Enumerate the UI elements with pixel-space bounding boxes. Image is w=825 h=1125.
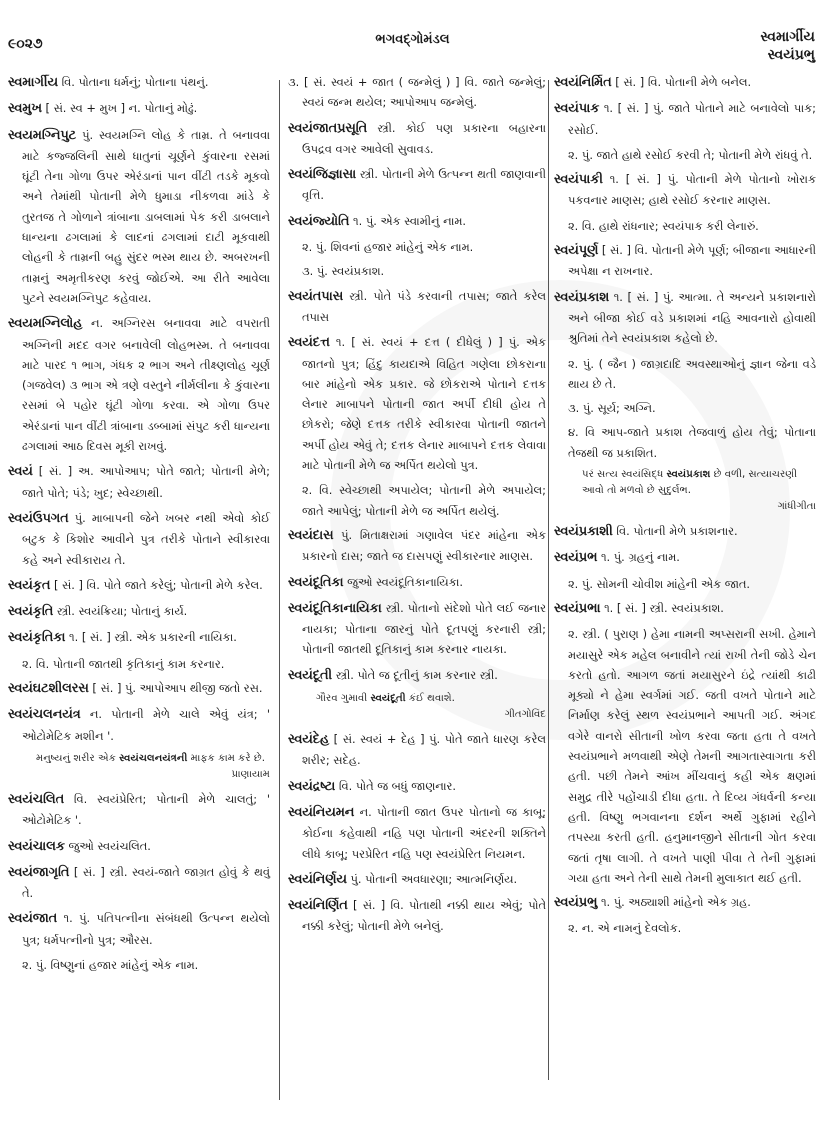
entry-headword: સ્વયમગ્નિપુટ: [8, 127, 77, 143]
sub-definition: ૨. પું. જાતે હાથે રસોઈ કરવી તે; પોતાની મેળે રાંધવું તે.: [568, 147, 813, 162]
dictionary-entry: [8, 313, 270, 456]
entry-headword: સ્વયંજ્યોતિ: [288, 213, 350, 229]
entry-definition: ૧. પું. ગ્રહનું નામ.: [600, 550, 680, 565]
usage-quote: [316, 691, 546, 707]
entry-definition: વિ. પોતાના ધર્મનું; પોતાના પંથનું.: [61, 75, 209, 89]
quote-text: માફક કામ કરે છે.: [187, 752, 265, 764]
quote-headword: સ્વયંપ્રકાશ: [666, 469, 711, 481]
dictionary-entry: [288, 869, 546, 890]
usage-quote: [582, 467, 816, 499]
quote-text: ગૌરવ ગુમાવી: [316, 693, 371, 705]
entry-definition: વિ. પોતે જ બધું જાણનાર.: [338, 778, 457, 793]
guide-word-last: સ્વયંપ્રભુ: [767, 47, 815, 63]
entry-headword: સ્વયંનિર્ણિત: [288, 898, 348, 914]
dictionary-entry: [554, 287, 816, 349]
entry-headword: સ્વયંચાલક: [8, 838, 65, 854]
dictionary-entry: [288, 286, 546, 328]
dictionary-entry: [8, 125, 270, 309]
entry-headword: સ્વમાર્ગીય: [8, 75, 58, 90]
entry-definition: ૩. [ સં. સ્વયં + જાત ( જન્મેલું ) ] વિ. જાતે જન્મેલું; સ્વયં જન્મ થયેલ; આપોઆપ જન્મેલું.: [288, 75, 546, 110]
entry-headword: સ્વયંદ્રષ્ટા: [288, 778, 336, 794]
dictionary-entry: [8, 461, 270, 503]
entry-definition: [ સં. ] વિ. પોતે જાતે કરેલું; પોતાની મેળે કરેલ.: [53, 577, 263, 592]
entry-headword: સ્વયંદાસ: [288, 527, 334, 543]
sub-definition: ૨. પું. વિષ્ણુનાં હજાર માંહેનું એક નામ.: [22, 957, 199, 972]
entry-definition: [ સં. ] વિ. પોતાથી નક્કી થાય એવું; પોતે નક્કી કરેલું; પોતાની મેળે બનેલું.: [302, 898, 547, 934]
entry-headword: સ્વયંપ્રભા: [554, 600, 601, 616]
entry-definition: સ્ત્રી. સ્વયંક્રિયા; પોતાનું કાર્ય.: [56, 604, 188, 619]
entry-definition: [ સં. ] વિ. પોતાની મેળે પૂર્ણ; બીજાના આધારની અપેક્ષા ન રાખનાર.: [568, 243, 817, 279]
entry-headword: સ્વયંજાગૃતિ: [8, 864, 70, 880]
entry-definition: [ સં. ] પું. આપોઆપ થીજી જતો રસ.: [92, 681, 263, 696]
dictionary-entry: [8, 601, 270, 622]
quote-text: પરં સત્ય સ્વયંસિદ્ધ: [582, 469, 667, 481]
book-title: ભગવદ્ગોમંડલ: [375, 32, 450, 47]
entry-definition: [ સં. સ્વયં + દેહ ] પું. પોતે જાતે ધારણ કરેલ શરીર; સદેહ.: [302, 732, 547, 768]
entry-headword: સ્વયંઘટશીલરસ: [8, 681, 89, 697]
entry-definition: ૧. [ સં. ] સ્ત્રી. એક પ્રકારની નાયિકા.: [69, 630, 237, 645]
entry-headword: સ્વયંજાતપ્રસૂતિ: [288, 120, 368, 136]
quote-source: પ્રાણાયામ: [231, 768, 270, 780]
dictionary-entry: [8, 678, 270, 699]
dictionary-entry: [8, 789, 270, 831]
dictionary-entry: [8, 98, 270, 119]
dictionary-entry: [288, 598, 546, 660]
dictionary-entry: [8, 575, 270, 596]
sub-definition: ૨. પું. શિવનાં હજાર માંહેનું એક નામ.: [302, 240, 474, 255]
entry-definition: ૧. [ સં. ] પું. પોતાની મેળે પોતાનો ખોરાક પકવનાર માણસ; હાથે રસોઈ કરનાર માણસ.: [568, 172, 816, 208]
entry-headword: સ્વયંચલિત: [8, 791, 65, 807]
sub-definition: ૩. પું. સૂર્ય; અગ્નિ.: [568, 401, 656, 416]
dictionary-entry: [8, 627, 270, 648]
sub-definition: ૨. ન. એ નામનું દેવલોક.: [568, 921, 682, 936]
entry-headword: સ્વયંદેહ: [288, 732, 330, 748]
dictionary-entry: [8, 908, 270, 950]
entry-definition: પું. માબાપની જેને ખબર નથી એવો કોઈ બટુક કે કિશોર આવીને પુત્ર તરીકે પોતાને સ્વીકારવા કહે અને સ્વીકારાય તે.: [22, 510, 270, 567]
entry-headword: સ્વયંનિર્ણય: [288, 871, 347, 887]
column-left: [8, 72, 270, 979]
entry-definition: ૧. પું. અઠ્યાશી માંહેનો એક ગ્રહ.: [600, 895, 751, 910]
quote-headword: સ્વયંચલનયંત્રની: [119, 752, 188, 764]
entry-definition: [ સં. ] અ. આપોઆપ; પોતે જાતે; પોતાની મેળે; જાતે પોતે; પંડે; ખુદ; સ્વેચ્છાથી.: [22, 464, 271, 500]
dictionary-entry: [288, 776, 546, 797]
entry-headword: સ્વયંદૂતિકાનાયિકા: [288, 600, 382, 616]
entry-headword: સ્વયંપાકી: [554, 172, 603, 188]
entry-definition: [ સં. ] સ્ત્રી. સ્વયં-જાતે જાગ્રત હોવું કે થવું તે.: [22, 864, 270, 901]
entry-definition: પું. મિતાક્ષરામાં ગણાવેલ પંદર માંહેના એક પ્રકારનો દાસ; જાતે જ દાસપણું સ્વીકારનાર માણસ.: [302, 527, 546, 564]
sub-definition: ૩. પું. સ્વયંપ્રકાશ.: [302, 264, 385, 279]
column-middle: [288, 72, 546, 942]
dictionary-entry: [288, 572, 546, 593]
entry-headword: સ્વયંપ્રકાશ: [554, 289, 610, 305]
sub-definition: ૨. સ્ત્રી. ( પુરાણ ) હેમા નામની અપ્સરાની સખી. હેમાને મયાસુરે એક મહેલ બનાવીને ત્યાં રાખી તેની જોડે ચેન કરતો હતો. આગળ જતાં મયાસુરને ઇંદ્રે ત્યાંથી કાઢી મૂક્યો ને હેમા સ્વર્ગમાં ગઈ. જતી વખતે પોતાને માટે નિર્માણ કરેલું સ્થળ સ્વયંપ્રભાને આપતી ગઈ. અંગદ વગેરે વાનરો સીતાની ખોળ કરવા જતા હતા તે વખતે સ્વયંપ્રભાને મળવાથી એણે તેમની આગતાસ્વાગતા કરી હતી. પછી તેમને આંખ મીંચવાનું કહી એક ક્ષણમાં સમુદ્ર તીરે પહોંચાડી દીધા હતા. તે દિવ્ય ગંધર્વની કન્યા હતી. વિષ્ણુ ભગવાનના દર્શન અર્થે ગુફામાં રહીને તપસ્યા કરતી હતી. હનુમાનજીને સીતાની ગોત કરવા જતાં તૃષા લાગી. તે વખતે પાણી પીવા તે તેની ગુફામાં ગયા હતા અને તેની સાથે તેમની મુલાકાત થઈ હતી.: [568, 627, 816, 885]
guide-word-first: સ્વમાર્ગીય: [760, 29, 815, 45]
quote-headword: સ્વયંદૂતી: [370, 693, 406, 705]
entry-definition: [ સં. સ્વ + મુખ ] ન. પોતાનું મોઢું.: [45, 101, 198, 116]
entry-definition: ૧. [ સં. ] સ્ત્રી. સ્વયંપ્રકાશ.: [604, 600, 724, 615]
dictionary-entry: [288, 895, 546, 937]
page-header: [0, 22, 825, 62]
entry-definition: ૧. પું. એક સ્વામીનું નામ.: [353, 213, 467, 228]
dictionary-entry: [288, 164, 546, 206]
entry-headword: સ્વયં: [8, 464, 33, 480]
entry-headword: સ્વયંનિયમન: [288, 804, 355, 820]
dictionary-entry: [8, 508, 270, 570]
dictionary-entry: [8, 72, 270, 93]
dictionary-entry: [554, 521, 816, 542]
dictionary-entry: [288, 802, 546, 864]
dictionary-entry: [288, 332, 546, 475]
dictionary-entry: [554, 892, 816, 913]
dictionary-columns: [0, 72, 825, 1112]
entry-definition: ન. અગ્નિરસ બનાવવા માટે વપરાતી અગ્નિની મદદ વગર બનાવેલી લોહભસ્મ. તે બનાવવા માટે પારદ ૧ ભાગ, ગંધક ૨ ભાગ અને તીક્ષ્ણલોહ ચૂર્ણ (ગજવેલ) ૩ ભાગ એ ત્રણે વસ્તુને નીર્મલીના કે કુંવારના રસમાં બે પહોર ઘૂંટી ગોળા કરવા. એ ગોળા ઉપર એરંડાનાં પાન વીંટી ત્રાંબાના ડબ્બામાં સંપુટ કરી ધાન્યના ઢગલામાં આઠ દિવસ મૂકી રાખવું.: [22, 316, 270, 454]
entry-definition: ન. પોતાની મેળે ચાલે એવું યંત્ર; ' ઓટોમેટિક મશીન '.: [22, 707, 270, 743]
dictionary-entry: [288, 525, 546, 567]
entry-headword: સ્વયંદત્ત: [288, 335, 330, 351]
dictionary-entry: [288, 118, 546, 160]
dictionary-entry: [554, 98, 816, 140]
entry-headword: સ્વયંતપાસ: [288, 288, 344, 304]
dictionary-entry: [288, 211, 546, 232]
entry-definition: ન. પોતાની જાત ઉપર પોતાનો જ કાબૂ; કોઈના કહેવાથી નહિ પણ પોતાની અંદરની શક્તિને લીધે કાબૂ; પરપ્રેરિત નહિ પણ સ્વયંપ્રેરિત નિયમન.: [302, 804, 546, 861]
entry-definition: વિ. પોતાની મેળે પ્રકાશનાર.: [616, 524, 738, 539]
entry-headword: સ્વયંકૃતિ: [8, 604, 54, 620]
quote-text: કંઈ થવાશે.: [405, 693, 455, 705]
column-divider: [548, 80, 549, 1080]
entry-headword: સ્વયંચલનયંત્ર: [8, 707, 81, 723]
dictionary-entry: [8, 836, 270, 857]
entry-definition: સ્ત્રી. પોતે પંડે કરવાની તપાસ; જાતે કરેલ તપાસ: [302, 288, 546, 324]
entry-definition: [ સં. ] વિ. પોતાની મેળે બનેલ.: [615, 75, 752, 89]
entry-definition: પું. સ્વયમગ્નિ લોહ કે તામ્ર. તે બનાવવા માટે કજ્જલિની સાથે ધાતુનાં ચૂર્ણને કુંવારના રસમાં ઘૂંટી તેના ગોળા ઉપર એરંડાનાં પાન વીંટી તડકે મૂકવો અને તેમાંથી પોતાની મેળે ધુમાડા નીકળવા માંડે કે તુરતજ તે ગોળાને ત્રાંબાના ડાબલામાં પેક કરી ડાબલાને ધાન્યના ઢગલામાં કે લાદનાં ઢગલામાં દાટી મૂકવાથી લોહની કે તામ્રની બહુ સુંદર ભસ્મ થાય છે. અબરખની તામ્રનું અમૃતીકરણ કરવું જોઈએ. આ રીતે આવેલા પુટને સ્વયમગ્નિપુટ કહેવાય.: [22, 127, 270, 305]
dictionary-entry: [288, 72, 546, 113]
entry-definition: સ્ત્રી. પોતે જ દૂતીનું કામ કરનાર સ્ત્રી.: [335, 667, 498, 682]
entry-definition: ૧. [ સં. ] પું. જાતે પોતાને માટે બનાવેલો પાક; રસોઈ.: [568, 101, 816, 137]
dictionary-entry: [554, 547, 816, 568]
entry-headword: સ્વયંપૂર્ણ: [554, 243, 599, 259]
sub-definition: ૨. પું. ( જૈન ) જાગ્રદાદિ અવસ્થાઓનું જ્ઞાન જેના વડે થાય છે તે.: [568, 356, 816, 391]
usage-quote: [36, 751, 270, 767]
dictionary-entry: [554, 240, 816, 282]
entry-definition: જુઓ સ્વયંચલિત.: [68, 838, 151, 853]
entry-definition: વિ. સ્વયંપ્રેરિત; પોતાની મેળે ચાલતું; ' ઓટોમેટિક '.: [22, 791, 270, 828]
entry-headword: સ્વયંઉપગત: [8, 510, 69, 526]
entry-headword: સ્વયંદૂતિકા: [288, 574, 344, 590]
page-number: ૯૦૨૭: [8, 36, 43, 52]
dictionary-entry: [288, 665, 546, 686]
entry-headword: સ્વયંજિજ્ઞાસા: [288, 167, 357, 183]
sub-definition: ૨. પું. સોમની ચોવીશ માંહેની એક જાત.: [568, 576, 750, 591]
entry-definition: ૧. [ સં. સ્વયં + દત્ત ( દીધેલું ) ] પું. એક જાતનો પુત્ર; હિંદુ કાયદાએ વિહિત ગણેલા છોકરાના બાર માંહેનો એક પ્રકાર. જે છોકરાએ પોતાને દત્તક લેનાર માબાપને પોતાની જાત અર્પી દીધી હોય તે છોકરો; જેણે દત્તક તરીકે સ્વીકારવા પોતાની જાતને અર્પી હોય એવું તે; દત્તક લેનાર માબાપને દત્તક લેવાવા માટે પોતાની મેળે જ અર્પિત થયેલો પુત્ર.: [302, 335, 546, 473]
entry-headword: સ્વમુખ: [8, 101, 42, 117]
dictionary-entry: [8, 704, 270, 746]
column-divider: [279, 80, 280, 1100]
quote-text: મનુષ્યનું શરીર એક: [36, 752, 120, 764]
entry-headword: સ્વયંનિર્મિત: [554, 75, 612, 90]
entry-headword: સ્વયંપ્રભ: [554, 550, 598, 566]
entry-definition: સ્ત્રી. કોઈ પણ પ્રકારના બહારના ઉપદ્રવ વગર આવેલી સુવાવડ.: [302, 120, 546, 156]
guide-words: [760, 28, 815, 64]
entry-headword: સ્વયંકૃત: [8, 577, 51, 593]
entry-headword: સ્વયંપ્રભુ: [554, 895, 598, 911]
sub-definition: ૪. વિ આપ-જાતે પ્રકાશ તેજવાળું હોય તેવું; પોતાના તેજથી જ પ્રકાશિત.: [568, 425, 816, 460]
dictionary-entry: [554, 72, 816, 93]
entry-headword: સ્વયંદૂતી: [288, 667, 333, 683]
column-right: [554, 72, 816, 943]
sub-definition: ૨. વિ. હાથે રાંધનાર; સ્વયંપાક કરી લેનારું.: [568, 218, 759, 233]
quote-text: છે વળી, સત્યાચરણી આવો તો મળવો છે સુદુર્લભ.: [582, 469, 798, 497]
entry-definition: સ્ત્રી. પોતાની મેળે ઉત્પન્ન થતી જાણવાની વૃત્તિ.: [302, 167, 546, 203]
entry-definition: ૧. [ સં. ] પું. આત્મા. તે અન્યને પ્રકાશનારો અને બીજા કોઈ વડે પ્રકાશમાં નહિ આવનારો હોવાથી શ્રુતિમાં તેને સ્વયંપ્રકાશ કહેલો છે.: [568, 289, 817, 346]
sub-definition: ૨. વિ. સ્વેચ્છાથી અપાયેલ; પોતાની મેળે અપાયેલ; જાતે આપેલું; પોતાની મેળે જ અર્પિત થયેલું.: [302, 483, 546, 518]
sub-definition: ૨. વિ. પોતાની જાતથી કૃતિકાનું કામ કરનાર.: [22, 656, 225, 671]
entry-headword: સ્વયંકૃતિકા: [8, 630, 66, 646]
entry-definition: ૧. પું. પતિપત્નીના સંબંધથી ઉત્પન્ન થયેલો પુત્ર; ધર્મપત્નીનો પુત્ર; ઔરસ.: [22, 911, 270, 947]
dictionary-entry: [288, 729, 546, 771]
entry-definition: સ્ત્રી. પોતાનો સંદેશો પોતે લઈ જનાર નાયકા; પોતાના જારનું પોતે દૂતપણું કરનારી સ્ત્રી; પોતાની જાતથી દૂતિકાનું કામ કરનાર નાયકા.: [302, 600, 547, 657]
dictionary-entry: [8, 862, 270, 904]
quote-source: ગાંધીગીતા: [777, 501, 816, 513]
entry-headword: સ્વયમગ્નિલોહ: [8, 316, 83, 332]
entry-headword: સ્વયંપ્રકાશી: [554, 524, 613, 540]
entry-headword: સ્વયંજાત: [8, 911, 58, 927]
entry-definition: જુઓ સ્વયંદૂતિકાનાયિકા.: [347, 574, 464, 589]
dictionary-entry: [554, 169, 816, 211]
quote-source: ગીતગોવિંદ: [504, 709, 546, 721]
dictionary-entry: [554, 598, 816, 619]
entry-headword: સ્વયંપાક: [554, 101, 600, 117]
entry-definition: પું. પોતાની અવધારણા; આત્મનિર્ણય.: [350, 871, 518, 886]
